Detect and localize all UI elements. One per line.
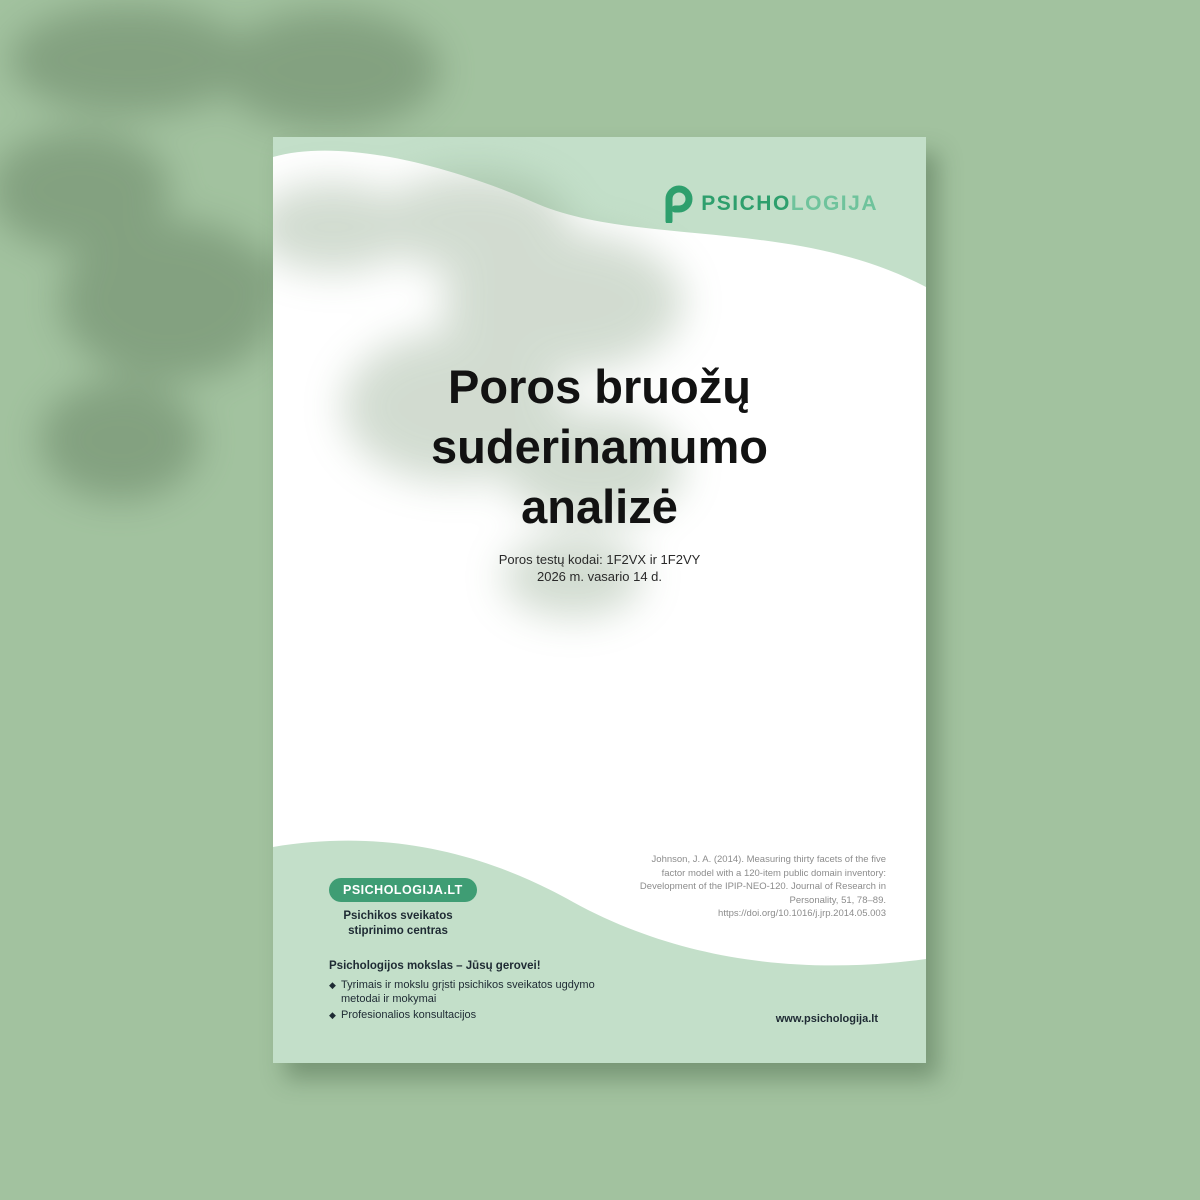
center-name-line: Psichikos sveikatos [343,910,453,922]
list-item-text: Tyrimais ir mokslu grįsti psichikos sveikatos ugdymo metodai ir mokymai [341,979,595,1005]
reference-citation: Johnson, J. A. (2014). Measuring thirty facets of the five factor model with a 120-item public domain inventory: Development of the IPIP-NEO-120. Journal of Research in Personality, 51, 78–89. https://doi.org/10.1016/j.jrp.2014.05.003 [639,854,886,919]
brochure-page [273,137,926,1063]
logo-text-part-1: PSICHO [701,192,791,215]
site-badge: PSICHOLOGIJA.LT [329,878,477,902]
brand-logo [663,185,878,223]
website-link[interactable]: www.psichologija.lt [775,1013,878,1025]
logo-text-part-2: LOGIJA [790,192,878,215]
promo-section [329,960,629,1024]
promo-heading: Psichologijos mokslas – Jūsų gerovei! [329,960,541,972]
list-item-text: Profesionalios konsultacijos [341,1009,477,1021]
title-line: analizė [521,480,678,533]
diamond-bullet-icon: ◆ [329,980,336,990]
promo-list [329,978,629,1022]
title-line: suderinamumo [431,420,768,473]
title-block [273,357,926,585]
center-name [303,909,493,938]
list-item [329,978,629,1006]
diamond-bullet-icon: ◆ [329,1010,336,1020]
list-item [329,1008,629,1022]
document-title [273,357,926,537]
document-subtitle [273,551,926,585]
document-date: 2026 m. vasario 14 d. [536,569,663,584]
logo-p-icon [663,185,693,223]
title-line: Poros bruožų [448,360,751,413]
test-codes: Poros testų kodai: 1F2VX ir 1F2VY [498,552,701,567]
center-name-line: stiprinimo centras [348,924,448,937]
logo-text [701,192,878,216]
